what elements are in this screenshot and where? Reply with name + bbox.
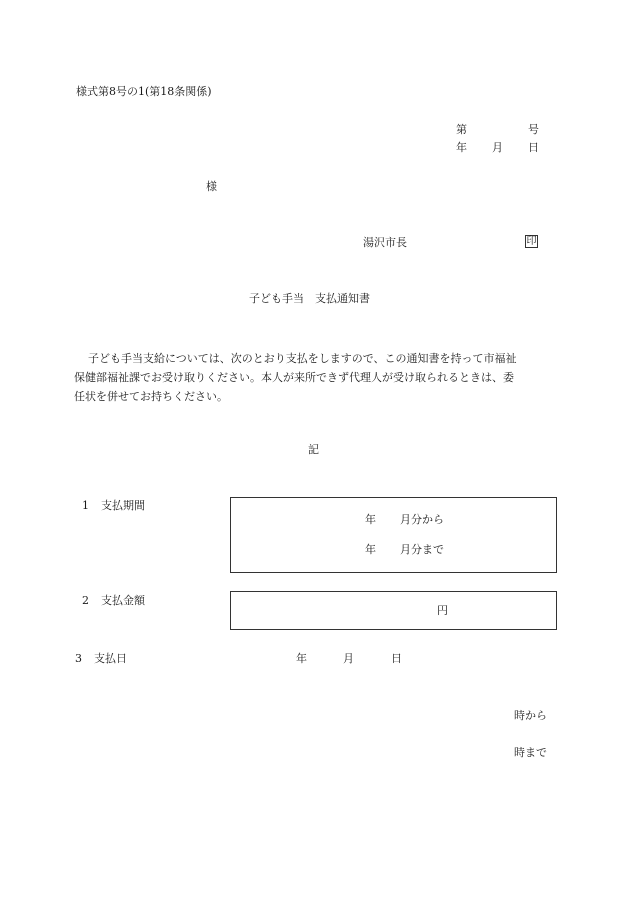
- ki-heading: 記: [308, 443, 319, 456]
- period-from-month: 月分から: [400, 513, 444, 526]
- form-number: 様式第8号の1(第18条関係): [76, 85, 212, 98]
- body-line-2: 保健部福祉課でお受け取りください。本人が来所できず代理人が受け取られるときは、委: [74, 371, 514, 384]
- body-paragraph: [74, 349, 554, 406]
- period-box: [230, 497, 557, 573]
- paydate-label: 支払日: [94, 652, 127, 665]
- seal-stamp: 印: [526, 236, 537, 247]
- paydate-year: 年: [296, 652, 307, 665]
- recipient-sama: 様: [206, 180, 217, 193]
- body-line-1: 子ども手当支給については、次のとおり支払をしますので、この通知書を持って市福祉: [88, 352, 517, 365]
- amount-box: [230, 591, 557, 630]
- period-label: 支払期間: [101, 499, 145, 512]
- page-title: 子ども手当 支払通知書: [249, 292, 370, 305]
- amount-unit: 円: [437, 604, 448, 617]
- period-from-year: 年: [365, 513, 376, 526]
- amount-label: 支払金額: [101, 594, 145, 607]
- date-day: 日: [528, 141, 539, 154]
- amount-number: 2: [82, 594, 89, 607]
- paydate-day: 日: [391, 652, 402, 665]
- issuer-title: 湯沢市長: [363, 236, 407, 249]
- date-year: 年: [456, 141, 467, 154]
- doc-number-dai: 第: [456, 123, 467, 136]
- time-to: 時まで: [514, 746, 547, 759]
- period-to-year: 年: [365, 543, 376, 556]
- paydate-month: 月: [343, 652, 354, 665]
- paydate-number: 3: [75, 652, 82, 665]
- doc-number-go: 号: [528, 123, 539, 136]
- date-month: 月: [492, 141, 503, 154]
- time-from: 時から: [514, 709, 547, 722]
- period-number: 1: [82, 499, 89, 512]
- period-to-month: 月分まで: [400, 543, 444, 556]
- body-line-3: 任状を併せてお持ちください。: [74, 390, 228, 403]
